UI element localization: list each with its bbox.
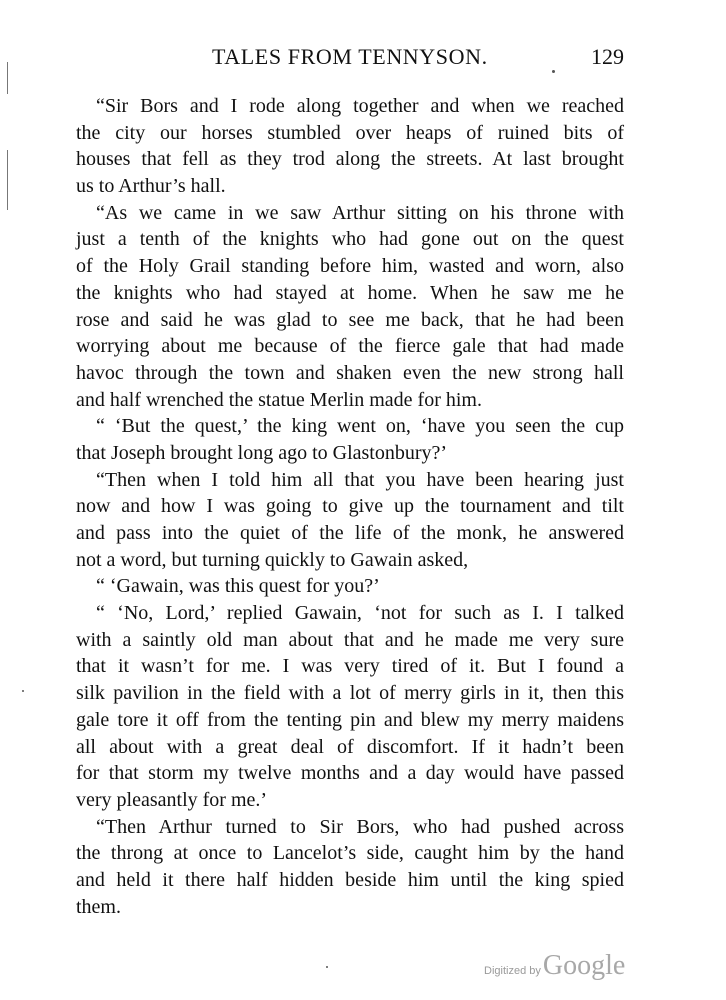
text-line: not a word, but turning quickly to Gawain asked,: [76, 548, 469, 571]
text-line: that Joseph brought long ago to Glastonbury?’: [76, 441, 448, 464]
text-line: the knights who had stayed at home. When he saw me he: [76, 281, 624, 304]
text-line: of the Holy Grail standing before him, wasted and worn, also: [76, 255, 624, 278]
text-line: and half wrenched the statue Merlin made for him.: [76, 388, 482, 411]
text-line: just a tenth of the knights who had gone out on the quest: [76, 228, 624, 251]
digitized-by-label: Digitized by: [484, 965, 541, 977]
scan-margin-line: [7, 62, 8, 94]
text-line: “Then when I told him all that you have been hearing just: [96, 468, 624, 491]
text-line: rose and said he was glad to see me back, that he had been: [76, 308, 624, 331]
text-line: “ ‘Gawain, was this quest for you?’: [96, 575, 380, 598]
text-line: worrying about me because of the fierce gale that had made: [76, 335, 624, 358]
digitized-by-google-watermark: [484, 950, 625, 984]
text-line: them.: [76, 895, 121, 918]
text-line: “Then Arthur turned to Sir Bors, who had pushed across: [96, 815, 624, 838]
text-line: and held it there half hidden beside him until the king spied: [76, 868, 624, 891]
text-line: now and how I was going to give up the tournament and tilt: [76, 495, 624, 518]
running-head: [76, 44, 624, 76]
text-line: that it wasn’t for me. I was very tired of it. But I found a: [76, 655, 624, 678]
text-line: us to Arthur’s hall.: [76, 175, 226, 198]
text-line: and pass into the quiet of the life of the monk, he answered: [76, 522, 624, 544]
body-text: [76, 93, 624, 920]
text-line: havoc through the town and shaken even the new strong hall: [76, 361, 624, 384]
text-line: houses that fell as they trod along the streets. At last brought: [76, 148, 624, 171]
scan-speck: [326, 966, 328, 968]
page-number: 129: [591, 44, 624, 69]
text-line: for that storm my twelve months and a day would have passed: [76, 762, 624, 785]
text-line: “Sir Bors and I rode along together and when we reached: [96, 95, 624, 117]
scan-speck: [22, 690, 24, 692]
scan-margin-line: [7, 150, 8, 210]
text-line: silk pavilion in the field with a lot of merry girls in it, then this: [76, 682, 624, 705]
text-line: the throng at once to Lancelot’s side, caught him by the hand: [76, 842, 624, 865]
text-line: very pleasantly for me.’: [76, 788, 268, 811]
text-line: with a saintly old man about that and he made me very sure: [76, 628, 624, 651]
text-line: gale tore it off from the tenting pin and blew my merry maidens: [76, 708, 624, 731]
text-line: all about with a great deal of discomfort. If it hadn’t been: [76, 735, 624, 758]
text-line: the city our horses stumbled over heaps of ruined bits of: [76, 121, 624, 144]
text-line: “ ‘No, Lord,’ replied Gawain, ‘not for such as I. I talked: [96, 602, 624, 625]
text-line: “ ‘But the quest,’ the king went on, ‘have you seen the cup: [96, 415, 624, 438]
google-logo: Google: [542, 950, 626, 981]
running-title: TALES FROM TENNYSON.: [212, 44, 488, 69]
text-line: “As we came in we saw Arthur sitting on his throne with: [96, 201, 624, 224]
